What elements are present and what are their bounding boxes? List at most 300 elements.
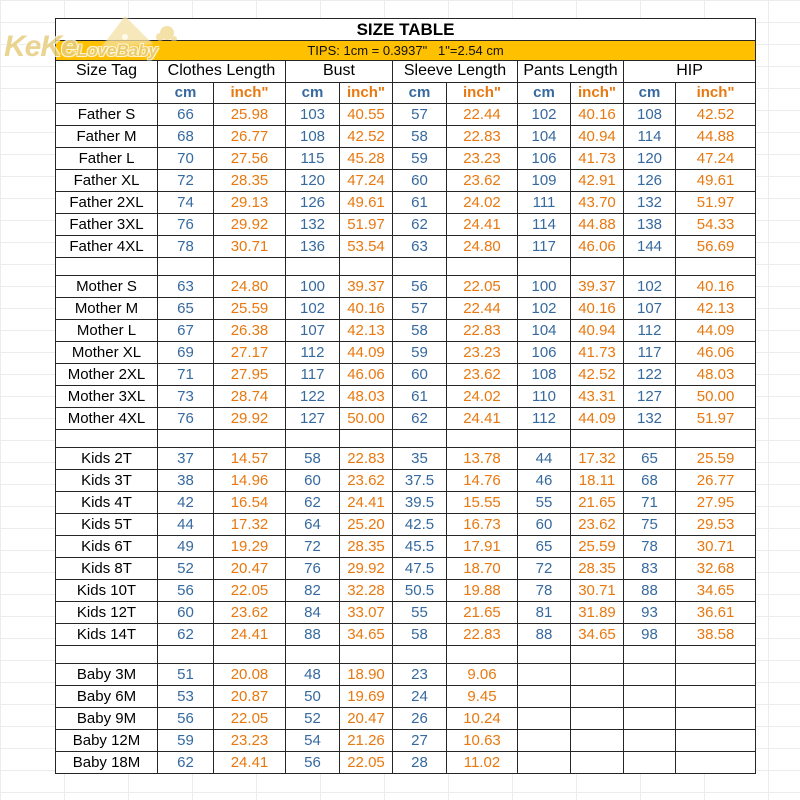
value-inch: 23.23 — [447, 342, 518, 364]
value-cm: 58 — [393, 624, 447, 646]
value-cm: 108 — [624, 104, 676, 126]
value-cm: 76 — [158, 408, 214, 430]
value-cm: 102 — [286, 298, 340, 320]
value-inch: 21.65 — [447, 602, 518, 624]
value-cm: 110 — [518, 386, 571, 408]
value-inch: 25.59 — [571, 536, 624, 558]
value-cm: 44 — [518, 448, 571, 470]
size-row-label: Baby 3M — [56, 664, 158, 686]
table-row — [56, 492, 756, 514]
value-inch: 29.13 — [214, 192, 286, 214]
value-inch: 18.11 — [571, 470, 624, 492]
value-inch: 24.80 — [447, 236, 518, 258]
value-cm: 62 — [158, 752, 214, 774]
size-row-label: Kids 6T — [56, 536, 158, 558]
empty-cell — [571, 646, 624, 664]
value-cm: 58 — [393, 126, 447, 148]
value-inch: 20.08 — [214, 664, 286, 686]
value-inch: 41.73 — [571, 148, 624, 170]
table-row — [56, 602, 756, 624]
value-inch: 40.94 — [571, 126, 624, 148]
value-inch: 17.32 — [214, 514, 286, 536]
table-row — [56, 536, 756, 558]
value-inch: 16.73 — [447, 514, 518, 536]
value-cm: 58 — [393, 320, 447, 342]
size-row-label: Father L — [56, 148, 158, 170]
value-inch: 46.06 — [571, 236, 624, 258]
value-cm: 71 — [158, 364, 214, 386]
unit-header-cm: cm — [286, 83, 340, 104]
value-inch: 44.09 — [340, 342, 393, 364]
value-cm: 60 — [158, 602, 214, 624]
table-row — [56, 298, 756, 320]
size-row-label: Father M — [56, 126, 158, 148]
table-row — [56, 752, 756, 774]
value-cm: 65 — [158, 298, 214, 320]
value-inch: 22.83 — [340, 448, 393, 470]
value-inch: 39.37 — [571, 276, 624, 298]
value-cm: 106 — [518, 148, 571, 170]
value-inch: 23.62 — [571, 514, 624, 536]
value-inch: 29.92 — [214, 408, 286, 430]
value-inch: 47.24 — [340, 170, 393, 192]
value-cm: 112 — [286, 342, 340, 364]
value-inch: 50.00 — [340, 408, 393, 430]
value-inch: 21.26 — [340, 730, 393, 752]
value-cm: 108 — [518, 364, 571, 386]
table-row — [56, 624, 756, 646]
value-cm: 72 — [286, 536, 340, 558]
value-cm: 51 — [158, 664, 214, 686]
value-inch: 20.47 — [340, 708, 393, 730]
header-hip: HIP — [624, 61, 756, 83]
value-cm: 88 — [518, 624, 571, 646]
value-inch: 48.03 — [340, 386, 393, 408]
value-cm — [624, 730, 676, 752]
value-cm: 42.5 — [393, 514, 447, 536]
value-inch — [676, 730, 756, 752]
value-cm: 132 — [624, 192, 676, 214]
value-cm: 50 — [286, 686, 340, 708]
value-cm: 56 — [286, 752, 340, 774]
size-row-label: Father XL — [56, 170, 158, 192]
value-inch: 28.35 — [340, 536, 393, 558]
table-row — [56, 558, 756, 580]
value-inch: 26.77 — [676, 470, 756, 492]
empty-cell — [571, 258, 624, 276]
size-row-label: Kids 14T — [56, 624, 158, 646]
size-row-label: Mother XL — [56, 342, 158, 364]
empty-cell — [340, 258, 393, 276]
value-inch: 19.69 — [340, 686, 393, 708]
value-cm: 117 — [286, 364, 340, 386]
value-cm: 35 — [393, 448, 447, 470]
value-cm: 114 — [624, 126, 676, 148]
value-cm: 74 — [158, 192, 214, 214]
value-cm: 56 — [158, 580, 214, 602]
empty-cell — [518, 430, 571, 448]
value-cm: 39.5 — [393, 492, 447, 514]
value-cm: 75 — [624, 514, 676, 536]
value-inch: 24.41 — [447, 408, 518, 430]
value-cm: 53 — [158, 686, 214, 708]
empty-cell — [676, 258, 756, 276]
size-row-label: Father 4XL — [56, 236, 158, 258]
value-cm: 61 — [393, 386, 447, 408]
value-inch: 26.38 — [214, 320, 286, 342]
empty-cell — [518, 258, 571, 276]
value-cm: 24 — [393, 686, 447, 708]
value-cm: 108 — [286, 126, 340, 148]
value-inch: 23.62 — [214, 602, 286, 624]
table-row — [56, 730, 756, 752]
empty-cell — [56, 430, 158, 448]
value-cm: 144 — [624, 236, 676, 258]
value-inch: 44.88 — [571, 214, 624, 236]
value-cm: 26 — [393, 708, 447, 730]
page-title: SIZE TABLE — [56, 19, 756, 41]
value-cm: 78 — [624, 536, 676, 558]
value-inch: 14.57 — [214, 448, 286, 470]
table-row — [56, 364, 756, 386]
value-inch: 44.09 — [571, 408, 624, 430]
value-cm: 62 — [393, 408, 447, 430]
value-cm: 126 — [624, 170, 676, 192]
empty-cell — [447, 258, 518, 276]
size-row-label: Father 3XL — [56, 214, 158, 236]
size-row-label: Father 2XL — [56, 192, 158, 214]
value-inch: 23.62 — [447, 170, 518, 192]
size-row-label: Baby 18M — [56, 752, 158, 774]
value-inch: 42.13 — [340, 320, 393, 342]
size-row-label: Kids 10T — [56, 580, 158, 602]
value-cm: 27 — [393, 730, 447, 752]
table-row — [56, 276, 756, 298]
value-cm: 109 — [518, 170, 571, 192]
unit-header-cm: cm — [518, 83, 571, 104]
empty-cell — [676, 646, 756, 664]
size-row-label: Mother S — [56, 276, 158, 298]
value-cm: 37.5 — [393, 470, 447, 492]
value-cm — [518, 708, 571, 730]
size-row-label: Kids 5T — [56, 514, 158, 536]
value-inch: 17.32 — [571, 448, 624, 470]
value-cm: 52 — [286, 708, 340, 730]
header-pants-length: Pants Length — [518, 61, 624, 83]
value-cm: 63 — [158, 276, 214, 298]
value-inch: 22.83 — [447, 126, 518, 148]
value-inch: 44.09 — [676, 320, 756, 342]
value-cm: 60 — [286, 470, 340, 492]
table-row — [56, 514, 756, 536]
value-inch: 24.41 — [447, 214, 518, 236]
value-cm: 56 — [393, 276, 447, 298]
value-cm: 61 — [393, 192, 447, 214]
value-cm: 138 — [624, 214, 676, 236]
size-table-body — [56, 104, 756, 774]
table-row — [56, 214, 756, 236]
value-inch: 28.35 — [214, 170, 286, 192]
size-row-label: Mother 4XL — [56, 408, 158, 430]
value-cm: 117 — [518, 236, 571, 258]
value-cm — [518, 752, 571, 774]
value-cm: 48 — [286, 664, 340, 686]
value-inch: 25.20 — [340, 514, 393, 536]
size-row-label: Baby 9M — [56, 708, 158, 730]
value-cm: 112 — [624, 320, 676, 342]
value-cm: 59 — [158, 730, 214, 752]
size-row-label: Mother 2XL — [56, 364, 158, 386]
value-inch: 21.65 — [571, 492, 624, 514]
value-cm: 52 — [158, 558, 214, 580]
value-inch: 27.56 — [214, 148, 286, 170]
value-inch: 26.77 — [214, 126, 286, 148]
watermark-keke: KeKe — [4, 30, 77, 63]
empty-cell — [447, 430, 518, 448]
value-inch: 28.35 — [571, 558, 624, 580]
value-cm: 42 — [158, 492, 214, 514]
empty-cell — [214, 430, 286, 448]
value-cm: 54 — [286, 730, 340, 752]
empty-cell — [676, 430, 756, 448]
value-inch: 40.94 — [571, 320, 624, 342]
value-inch: 56.69 — [676, 236, 756, 258]
value-cm: 56 — [158, 708, 214, 730]
empty-cell — [158, 258, 214, 276]
value-cm: 98 — [624, 624, 676, 646]
tips-note: TIPS: 1cm = 0.3937" 1"=2.54 cm — [56, 41, 756, 61]
spacer-row — [56, 646, 756, 664]
value-cm: 63 — [393, 236, 447, 258]
value-inch: 32.28 — [340, 580, 393, 602]
value-cm — [624, 686, 676, 708]
empty-cell — [393, 430, 447, 448]
value-inch: 18.70 — [447, 558, 518, 580]
value-inch: 15.55 — [447, 492, 518, 514]
size-row-label: Kids 2T — [56, 448, 158, 470]
value-inch — [571, 752, 624, 774]
value-inch: 29.92 — [214, 214, 286, 236]
unit-header-cm: cm — [393, 83, 447, 104]
value-cm: 120 — [286, 170, 340, 192]
value-inch: 33.07 — [340, 602, 393, 624]
empty-cell — [214, 646, 286, 664]
value-inch: 40.16 — [571, 104, 624, 126]
value-cm: 82 — [286, 580, 340, 602]
value-cm — [624, 752, 676, 774]
size-chart-sheet — [55, 18, 755, 774]
value-cm: 72 — [158, 170, 214, 192]
empty-cell — [571, 430, 624, 448]
empty-cell — [624, 430, 676, 448]
value-inch: 25.59 — [676, 448, 756, 470]
value-inch: 46.06 — [340, 364, 393, 386]
value-cm: 102 — [624, 276, 676, 298]
value-inch: 24.41 — [214, 624, 286, 646]
value-cm: 62 — [158, 624, 214, 646]
value-cm: 28 — [393, 752, 447, 774]
value-cm: 111 — [518, 192, 571, 214]
value-cm: 81 — [518, 602, 571, 624]
table-row — [56, 708, 756, 730]
value-inch: 51.97 — [676, 192, 756, 214]
size-row-label: Mother M — [56, 298, 158, 320]
value-inch — [676, 752, 756, 774]
value-inch: 17.91 — [447, 536, 518, 558]
value-cm: 69 — [158, 342, 214, 364]
value-cm: 55 — [393, 602, 447, 624]
value-cm — [624, 708, 676, 730]
value-cm: 102 — [518, 104, 571, 126]
table-row — [56, 236, 756, 258]
table-row — [56, 104, 756, 126]
value-cm: 100 — [518, 276, 571, 298]
value-cm: 127 — [286, 408, 340, 430]
value-cm: 83 — [624, 558, 676, 580]
value-inch: 54.33 — [676, 214, 756, 236]
value-cm: 112 — [518, 408, 571, 430]
header-bust: Bust — [286, 61, 393, 83]
value-cm: 104 — [518, 320, 571, 342]
value-inch: 32.68 — [676, 558, 756, 580]
value-cm: 132 — [286, 214, 340, 236]
value-cm: 38 — [158, 470, 214, 492]
value-inch: 24.41 — [214, 752, 286, 774]
value-inch: 47.24 — [676, 148, 756, 170]
value-inch: 22.83 — [447, 624, 518, 646]
header-sleeve-length: Sleeve Length — [393, 61, 518, 83]
value-cm: 104 — [518, 126, 571, 148]
value-cm: 60 — [393, 364, 447, 386]
value-cm: 132 — [624, 408, 676, 430]
value-cm: 37 — [158, 448, 214, 470]
value-inch: 42.13 — [676, 298, 756, 320]
value-cm: 62 — [286, 492, 340, 514]
table-row — [56, 448, 756, 470]
unit-header-inch: inch" — [340, 83, 393, 104]
empty-cell — [214, 258, 286, 276]
value-inch: 23.62 — [340, 470, 393, 492]
value-cm: 66 — [158, 104, 214, 126]
empty-cell — [286, 646, 340, 664]
value-cm — [518, 730, 571, 752]
value-inch: 20.87 — [214, 686, 286, 708]
value-cm: 60 — [518, 514, 571, 536]
unit-header-inch: inch" — [676, 83, 756, 104]
value-cm: 115 — [286, 148, 340, 170]
value-inch: 25.59 — [214, 298, 286, 320]
value-inch: 14.96 — [214, 470, 286, 492]
value-inch: 10.24 — [447, 708, 518, 730]
value-cm: 59 — [393, 342, 447, 364]
value-inch: 13.78 — [447, 448, 518, 470]
value-inch: 19.29 — [214, 536, 286, 558]
value-inch: 23.23 — [447, 148, 518, 170]
empty-cell — [393, 258, 447, 276]
value-inch: 42.52 — [676, 104, 756, 126]
value-inch: 18.90 — [340, 664, 393, 686]
value-cm: 78 — [518, 580, 571, 602]
size-table — [55, 18, 756, 774]
size-row-label: Kids 4T — [56, 492, 158, 514]
value-cm: 107 — [624, 298, 676, 320]
empty-cell — [286, 258, 340, 276]
value-cm: 127 — [624, 386, 676, 408]
value-cm: 103 — [286, 104, 340, 126]
value-cm: 102 — [518, 298, 571, 320]
value-cm: 45.5 — [393, 536, 447, 558]
value-inch: 16.54 — [214, 492, 286, 514]
header-size-tag: Size Tag — [56, 61, 158, 83]
value-inch: 36.61 — [676, 602, 756, 624]
value-inch: 43.31 — [571, 386, 624, 408]
value-inch: 31.89 — [571, 602, 624, 624]
value-cm: 68 — [624, 470, 676, 492]
value-inch: 24.02 — [447, 386, 518, 408]
value-cm: 46 — [518, 470, 571, 492]
unit-header-cm: cm — [158, 83, 214, 104]
column-group-header-row — [56, 61, 756, 83]
value-cm: 55 — [518, 492, 571, 514]
value-inch: 29.92 — [340, 558, 393, 580]
value-cm: 65 — [518, 536, 571, 558]
value-inch — [571, 686, 624, 708]
empty-cell — [624, 258, 676, 276]
value-inch: 30.71 — [676, 536, 756, 558]
value-inch: 42.91 — [571, 170, 624, 192]
value-cm — [518, 664, 571, 686]
value-inch: 40.16 — [676, 276, 756, 298]
value-cm: 126 — [286, 192, 340, 214]
value-inch: 40.16 — [571, 298, 624, 320]
value-inch: 44.88 — [676, 126, 756, 148]
value-cm: 73 — [158, 386, 214, 408]
unit-header-inch: inch" — [571, 83, 624, 104]
value-inch: 19.88 — [447, 580, 518, 602]
empty-cell — [286, 430, 340, 448]
value-cm: 106 — [518, 342, 571, 364]
value-inch: 24.02 — [447, 192, 518, 214]
empty-cell — [158, 646, 214, 664]
value-cm: 76 — [286, 558, 340, 580]
value-inch: 22.83 — [447, 320, 518, 342]
table-row — [56, 148, 756, 170]
size-row-label: Kids 12T — [56, 602, 158, 624]
empty-cell — [624, 646, 676, 664]
table-row — [56, 126, 756, 148]
value-cm: 117 — [624, 342, 676, 364]
unit-header-inch: inch" — [447, 83, 518, 104]
value-inch — [676, 686, 756, 708]
empty-cell — [56, 258, 158, 276]
value-cm — [518, 686, 571, 708]
size-row-label: Kids 3T — [56, 470, 158, 492]
value-inch: 29.53 — [676, 514, 756, 536]
value-inch: 10.63 — [447, 730, 518, 752]
value-cm: 136 — [286, 236, 340, 258]
value-cm — [624, 664, 676, 686]
value-cm: 57 — [393, 298, 447, 320]
table-row — [56, 192, 756, 214]
value-inch: 34.65 — [571, 624, 624, 646]
empty-cell — [56, 646, 158, 664]
empty-cell — [158, 430, 214, 448]
size-row-label: Baby 12M — [56, 730, 158, 752]
value-cm: 65 — [624, 448, 676, 470]
value-inch: 9.06 — [447, 664, 518, 686]
table-row — [56, 470, 756, 492]
value-inch: 48.03 — [676, 364, 756, 386]
